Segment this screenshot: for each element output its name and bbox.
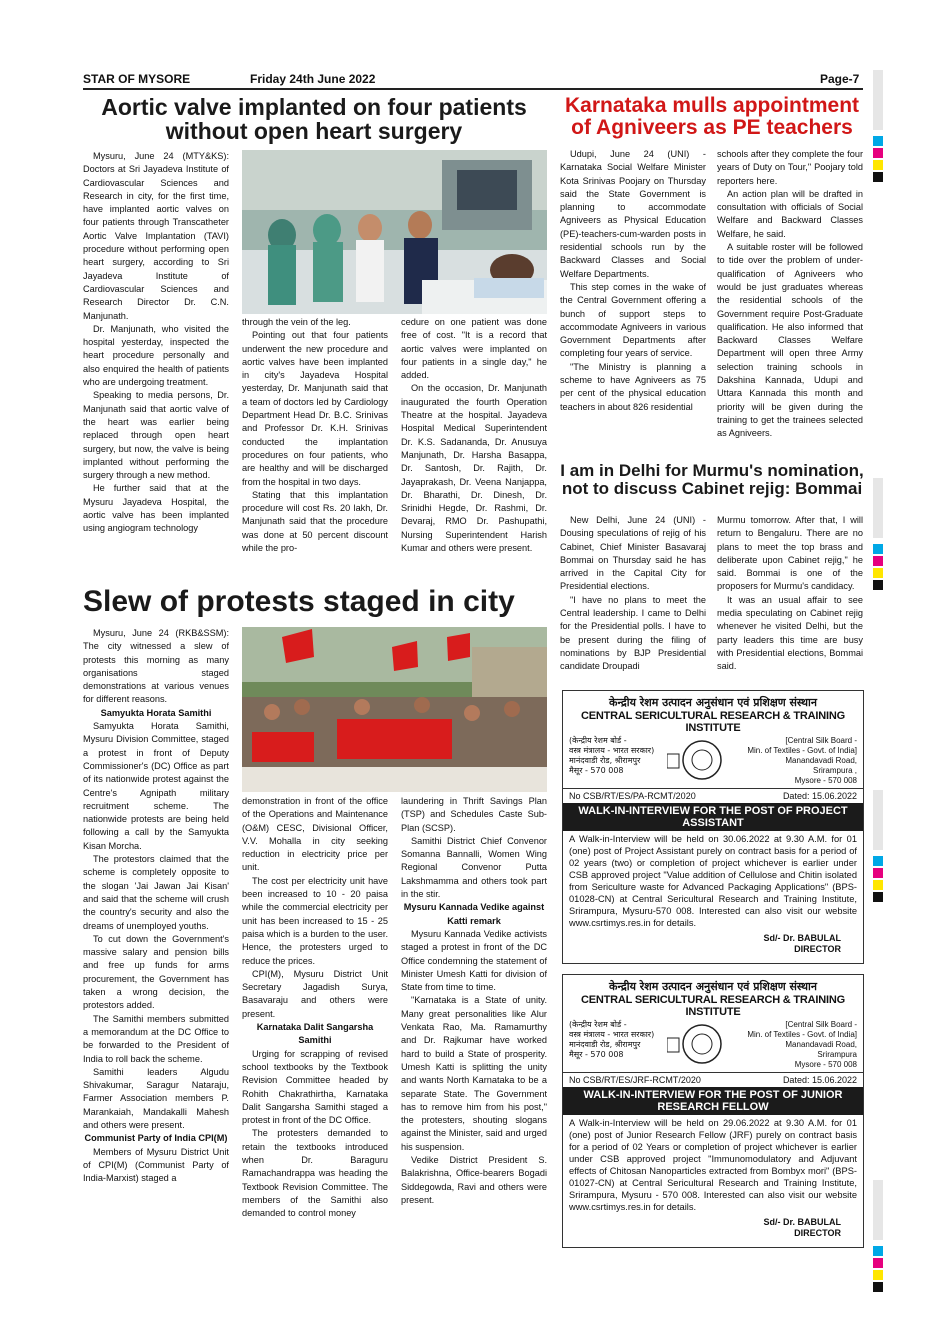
bommai-headline-line1: I am in Delhi for Murmu's nomination, <box>560 461 864 480</box>
registration-cyan <box>873 136 883 146</box>
protest-photo-image <box>242 627 547 792</box>
ad1-hindi-name: केन्द्रीय रेशम उत्पादन अनुसंधान एवं प्रशिक्षण संस्थान <box>609 696 817 709</box>
ad1-title-bar: WALK-IN-INTERVIEW FOR THE POST OF PROJECT ASSISTANT <box>563 803 863 831</box>
ad2-hindi-name: केन्द्रीय रेशम उत्पादन अनुसंधान एवं प्रशिक्षण संस्थान <box>609 980 817 993</box>
ad2-address-block <box>563 1018 863 1070</box>
aortic-column-3: cedure on one patient was done free of cost. "It is a record that aortic valves were implanted on four patients in a single day," he added. On the occasion, Dr. Manjunath inaugurated the fourth Operation Theatre at the hospital. Jayadeva Hospital Medical Superintendent Dr. K.S. Sadananda, Dr. Anusuya Manjunath, Dr. Harsha Basappa, Dr. Santosh, Dr. Rajith, Dr. Jayaprakash, Dr. Veena Nanjappa, Dr. Bharathi, Dr. Dinesh, Dr. Srinidhi Hegde, Dr. Rashmi, Dr. Devaraj, RMO Dr. Pashupathi, Nursing Superintendent Harish Kumar and others were present. <box>401 317 547 554</box>
registration-magenta <box>873 556 883 566</box>
agniveers-headline-line1: Karnataka mulls appointment <box>564 94 860 117</box>
aortic-headline-line1: Aortic valve implanted on four patients <box>101 94 527 120</box>
registration-magenta <box>873 1258 883 1268</box>
margin-bar <box>873 790 883 850</box>
registration-yellow <box>873 880 883 890</box>
margin-bar <box>873 70 883 130</box>
bommai-column-2: Murmu tomorrow. After that, I will return to Bengaluru. There are no plans to meet the top brass and deliberate upon Cabinet rejig," he said. Bommai is one of the proposers for Murmu's candidacy. It was an usual affair to see media speculating on Cabinet rejig whenever he visited Delhi, but the party leaders this time are busy with Presidential elections, Bommai said. <box>717 515 863 672</box>
aortic-headline-line2: without open heart surgery <box>165 118 463 145</box>
csb-emblem-icon <box>667 1020 737 1068</box>
ad1-reference-row: No CSB/RT/ES/PA-RCMT/2020 Dated: 15.06.2022 <box>563 788 863 803</box>
margin-bar <box>873 478 883 538</box>
page-number: Page-7 <box>820 72 860 86</box>
registration-magenta <box>873 148 883 158</box>
agniveers-column-2: schools after they complete the four years of Duty on Tour," Poojary told reporters here. An action plan will be drafted in consultation with officials of Social Welfare and Backward Classes Welfare, he said. A suitable roster will be followed to tide over the problem of under-qualification of Agniveers who would be just graduates whereas the residential schools of the Government require Post-Graduate qualification. He also informed that Backward Classes Welfare Department will open three Army selection training schools in Dakshina Kannada, Udupi and Uttara Kannada this month and priority will be given during the training to get the trainees selected as Agniveers. <box>717 149 863 439</box>
ad-junior-research-fellow <box>562 974 864 1248</box>
agniveers-headline <box>556 95 868 139</box>
registration-black <box>873 892 883 902</box>
ad1-address-hindi: (केन्द्रीय रेशम बोर्ड - वस्त्र मंत्रालय - भारत सरकार) मानंदवाडी रोड, श्रीरामपुर मैसूर - 570 008 <box>569 736 655 775</box>
ad1-address-english: [Central Silk Board - Min. of Textiles - Govt. of India] Manandavadi Road, Srirampura , Mysore - 570 008 <box>747 736 857 785</box>
registration-cyan <box>873 544 883 554</box>
hospital-photo <box>242 150 547 314</box>
registration-cyan <box>873 1246 883 1256</box>
agniveers-column-1: Udupi, June 24 (UNI) - Karnataka Social Welfare Minister Kota Srinivas Poojary on Thursday said the State Government is planning to accommodate Agniveers as Physical Education (PE)-teachers-cum-warden posts in residential schools run by the Backward Classes and Social Welfare Departments. This step comes in the wake of the Central Government offering a bunch of support steps to accommodate Agniveers in various Government Departments after completing four years of service. "The Ministry is planning a scheme to have Agniveers as 75 per cent of the physical education teachers in about 826 residential <box>560 149 706 412</box>
ad1-body: A Walk-in-Interview will be held on 30.06.2022 at 9.30 A.M. for 01 (one) post of Project Assistant purely on contract basis for a period of 02 years (two) or completion of project whichever is earlier under CSB approved project "Value addition of Cellulose and Chitin isolated from Sericulture waste for Advanced Packaging Applications" (BPS-01028-CN) at Central Sericultural Research and Training Institute, Srirampura, Mysuru-570 008. Interested can also visit our website www.csrtimys.res.in for details. <box>569 834 857 928</box>
registration-yellow <box>873 568 883 578</box>
ad1-english-name: CENTRAL SERICULTURAL RESEARCH & TRAINING INSTITUTE <box>581 710 845 734</box>
ad2-body: A Walk-in-Interview will be held on 29.06.2022 at 9.30 A.M. for 01 (one) post of Junior Research Fellow (JRF) purely on contract basis for a period of 02 Years or completion of project whichever is earlier under CSB approved project "Immunomodulatory and Adjuvant effects of Chitosan Nanoparticles extracted from Bombyx mori" (BPS-01027-CN) at Central Sericultural Research and Training Institute, Srirampura, Mysuru - 570 008. Interested can also visit our website www.csrtimys.res.in for details. <box>569 1118 857 1212</box>
registration-black <box>873 1282 883 1292</box>
ad2-english-name: CENTRAL SERICULTURAL RESEARCH & TRAINING INSTITUTE <box>581 994 845 1018</box>
ad2-reference-row: No CSB/RT/ES/JRF-RCMT/2020 Dated: 15.06.2022 <box>563 1072 863 1087</box>
ad2-signature: Sd/- Dr. BABULAL DIRECTOR <box>763 1217 841 1238</box>
csb-emblem-icon <box>667 736 737 784</box>
ad-project-assistant <box>562 690 864 964</box>
ad2-title-bar: WALK-IN-INTERVIEW FOR THE POST OF JUNIOR RESEARCH FELLOW <box>563 1087 863 1115</box>
header-rule <box>83 88 863 90</box>
registration-magenta <box>873 868 883 878</box>
paper-name: STAR OF MYSORE <box>83 72 191 86</box>
ad2-address-hindi: (केन्द्रीय रेशम बोर्ड - वस्त्र मंत्रालय - भारत सरकार) मानंदवाडी रोड, श्रीरामपुर मैसूर - 570 008 <box>569 1020 655 1059</box>
registration-yellow <box>873 1270 883 1280</box>
protests-column-2: demonstration in front of the office of the Operations and Maintenance (O&M) CESC, Divisional Officer, V.V. Mohalla in city seeking reduction in electricity price per unit. The cost per electricity unit have been increased to 10 - 20 paisa while the commercial electricity per unit has been increased to 15 - 25 paisa which is a burden to the user. Hence, the protesters urged to reduce the prices. CPI(M), Mysuru District Unit Secretary Jagadish Surya, Basavaraju and others were present. Karnataka Dalit Sangarsha Samithi Urging for scrapping of revised school textbooks by the Textbook Revision Committee headed by Rohith Chakrathirtha, Karnataka Dalit Sangarsha Samithi staged a protest in front of the DC Office. The protesters demanded to retain the textbooks introduced when Dr. Baraguru Ramachandrappa was heading the Textbook Revision Committee. The members of the Samithi also demanded to control money <box>242 796 388 1219</box>
protests-column-1: Mysuru, June 24 (RKB&SSM): The city witnessed a slew of protests this morning as many organisations staged demonstrations at various venues for different reasons. Samyukta Horata Samithi Samyukta Horata Samithi, Mysuru Division Committee, staged a protest in front of Deputy Commissioner's (DC) Office as part of its nationwide protest against the Centre's Agnipath military recruitment scheme. The nationwide protests are being held following a call by the Samyukta Kisan Morcha. The protestors claimed that the scheme is completely opposite to the slogan 'Jai Jawan Jai Kisan' and said that the scheme will crush the country's security and also the dreams of unemployed youths. To cut down the Government's massive salary and pension bills and free up funds for arms procurement, the Government has taken a wrong decision, the protestors added. The Samithi members submitted a memorandum at the DC Office to be forwarded to the President of India to roll back the scheme. Samithi leaders Algudu Shivakumar, Saragur Nataraju, Farmer Association members P. Marankaiah, Mandakalli Mahesh and others were present. Communist Party of India CPI(M) Members of Mysuru District Unit of CPI(M) (Communist Party of India-Marxist) staged a <box>83 628 229 1184</box>
protests-headline: Slew of protests staged in city <box>83 585 515 618</box>
aortic-headline <box>83 95 545 143</box>
bommai-headline <box>556 462 868 498</box>
registration-black <box>873 172 883 182</box>
agniveers-headline-line2: of Agniveers as PE teachers <box>571 116 853 140</box>
hospital-photo-image <box>242 150 547 314</box>
ad1-address-block <box>563 734 863 786</box>
ad1-signature: Sd/- Dr. BABULAL DIRECTOR <box>763 933 841 954</box>
protest-photo <box>242 627 547 792</box>
issue-date: Friday 24th June 2022 <box>250 72 376 86</box>
aortic-column-2: through the vein of the leg. Pointing out that four patients underwent the new procedure and aortic valves have been implanted in city's Jayadeva Hospital yesterday, Dr. Manjunath said that a team of doctors led by Cardiology Department Head Dr. B.C. Srinivas and Professor Dr. K.H. Srinivas conducted the implantation procedures on four patients, who are healthy and will be discharged from the hospital in two days. Stating that this implantation procedure will cost Rs. 20 lakh, Dr. Manjunath said that the procedure was done at 50 percent discount while the pro- <box>242 317 388 554</box>
aortic-column-1: Mysuru, June 24 (MTY&KS): Doctors at Sri Jayadeva Institute of Cardiovascular Sciences and Research in city, for the first time, have implanted aortic valves on four patients through Transcatheter Aortic Valve Implantation (TAVI) procedure without performing open heart surgery, according to Sri Jayadeva Institute of Cardiovascular Sciences and Research Director Dr. C.N. Manjunath. Dr. Manjunath, who visited the hospital yesterday, inspected the heart procedure personally and also enquired the health of patients who are undergoing treatment. Speaking to media persons, Dr. Manjunath said that aortic valve of the heart was earlier being replaced through open heart surgery, but now, the valve is being implanted without performing the surgery through a new method. He further said that at the Mysuru Jayadeva Hospital, the aortic valve has been implanted using angiogram technology <box>83 151 229 534</box>
registration-black <box>873 580 883 590</box>
registration-yellow <box>873 160 883 170</box>
bommai-headline-line2: not to discuss Cabinet rejig: Bommai <box>561 478 863 498</box>
ad2-address-english: [Central Silk Board - Min. of Textiles - Govt. of India] Manandavadi Road, Srirampura Mysore - 570 008 <box>747 1020 857 1069</box>
margin-bar <box>873 1180 883 1240</box>
registration-cyan <box>873 856 883 866</box>
bommai-column-1: New Delhi, June 24 (UNI) - Dousing speculations of rejig of his Cabinet, Chief Minister Basavaraj Bommai on Thursday said he has arrived in the Capital City for Presidential elections. "I have no plans to meet the Central leadership. I came to Delhi for the Presidential polls. I have to be present during the filing of nominations by BJP Presidential candidate Droupadi <box>560 515 706 672</box>
protests-column-3: laundering in Thrift Savings Plan (TSP) and Schedules Caste Sub-Plan (SCSP). Samithi District Chief Convenor Somanna Bannalli, Women Wing Regional Convenor Putta Lakshmamma and others took part in the stir. Mysuru Kannada Vedike against Katti remark Mysuru Kannada Vedike activists staged a protest in front of the DC Office condemning the statement of Minister Umesh Katti for division of State from time to time. "Karnataka is a State of unity. Many great personalities like Alur Venkata Rao, Ma. Ramamurthy and Dr. Rajkumar have worked hard to build a State of prosperity. Umesh Katti is splitting the unity and wants North Karnataka to be a separate State. The Government has to remove him from his post," the protesters, shouting slogans against the Minister, said and urged his suspension. Vedike District President S. Balakrishna, Office-bearers Bogadi Siddegowda, Ravi and others were present. <box>401 796 547 1205</box>
